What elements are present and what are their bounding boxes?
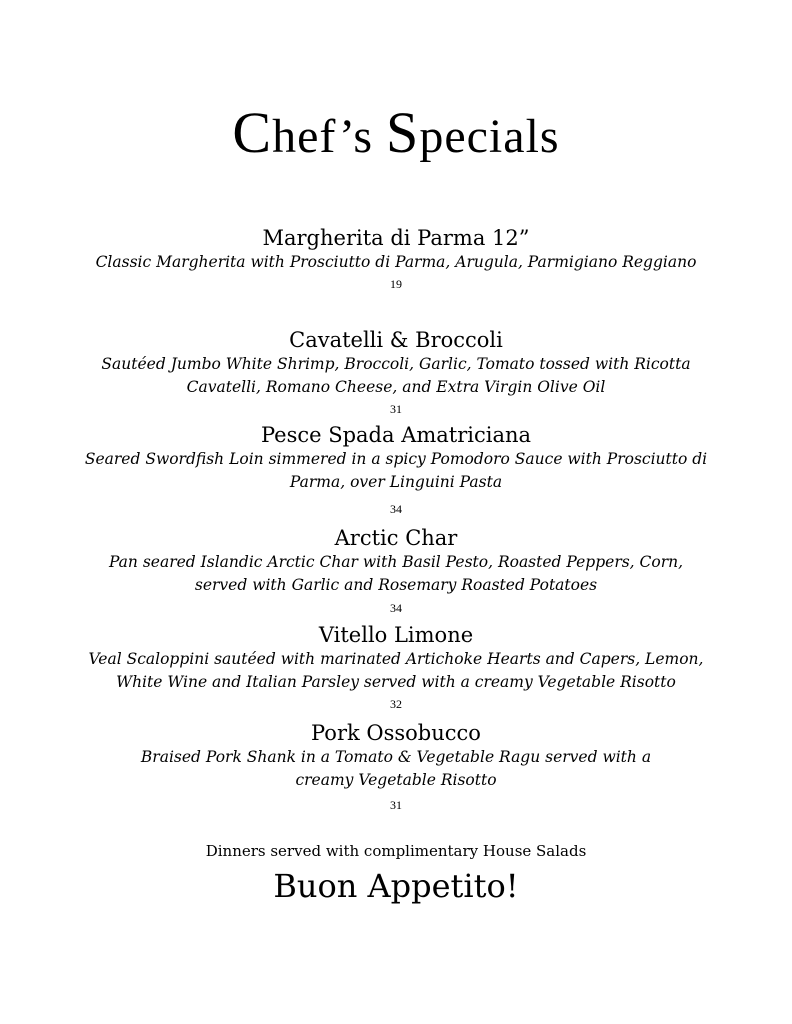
item-description — [60, 551, 732, 597]
item-description-line: Sautéed Jumbo White Shrimp, Broccoli, Garlic, Tomato tossed with Ricotta — [101, 355, 691, 373]
footer-note: Dinners served with complimentary House Salads — [205, 842, 587, 860]
title-part-1: hef’s — [272, 110, 387, 163]
item-name: Pork Ossobucco — [311, 721, 481, 745]
item-description-line: Veal Scaloppini sautéed with marinated Artichoke Hearts and Capers, Lemon, — [88, 650, 704, 668]
item-name: Cavatelli & Broccoli — [289, 328, 503, 352]
item-description-line: Braised Pork Shank in a Tomato & Vegetable Ragu served with a — [140, 748, 652, 766]
item-description — [60, 353, 732, 399]
item-name: Arctic Char — [334, 526, 458, 550]
item-price: 34 — [390, 502, 402, 516]
item-price: 31 — [390, 402, 402, 416]
title-initial-s: S — [386, 100, 420, 165]
item-description — [60, 251, 732, 274]
item-description — [60, 648, 732, 694]
item-description-line: Seared Swordfish Loin simmered in a spicy Pomodoro Sauce with Prosciutto di — [84, 450, 708, 468]
item-description-line: White Wine and Italian Parsley served with a creamy Vegetable Risotto — [116, 673, 676, 691]
item-price: 32 — [390, 697, 402, 711]
item-description-line: creamy Vegetable Risotto — [295, 771, 497, 789]
menu-item — [60, 328, 732, 416]
item-price: 34 — [390, 601, 402, 615]
item-description — [60, 746, 732, 792]
menu-item — [60, 423, 732, 516]
title-part-2: pecials — [419, 110, 560, 163]
menu-item — [60, 526, 732, 615]
item-description-line: Classic Margherita with Prosciutto di Parma, Arugula, Parmigiano Reggiano — [95, 253, 697, 271]
menu-item — [60, 721, 732, 812]
closing-line: Buon Appetito! — [273, 867, 519, 905]
item-price: 31 — [390, 798, 402, 812]
item-description — [60, 448, 732, 494]
title-initial-c: C — [232, 100, 273, 165]
menu-item — [60, 623, 732, 711]
item-name: Pesce Spada Amatriciana — [260, 423, 532, 447]
item-name: Margherita di Parma 12” — [262, 226, 530, 250]
item-description-line: Pan seared Islandic Arctic Char with Basil Pesto, Roasted Peppers, Corn, — [108, 553, 684, 571]
item-description-line: Parma, over Linguini Pasta — [289, 473, 503, 491]
menu-item — [60, 226, 732, 291]
item-description-line: served with Garlic and Rosemary Roasted Potatoes — [194, 576, 598, 594]
item-description-line: Cavatelli, Romano Cheese, and Extra Virgin Olive Oil — [186, 378, 606, 396]
item-name: Vitello Limone — [318, 623, 474, 647]
item-price: 19 — [390, 277, 402, 291]
page-title — [0, 98, 792, 172]
